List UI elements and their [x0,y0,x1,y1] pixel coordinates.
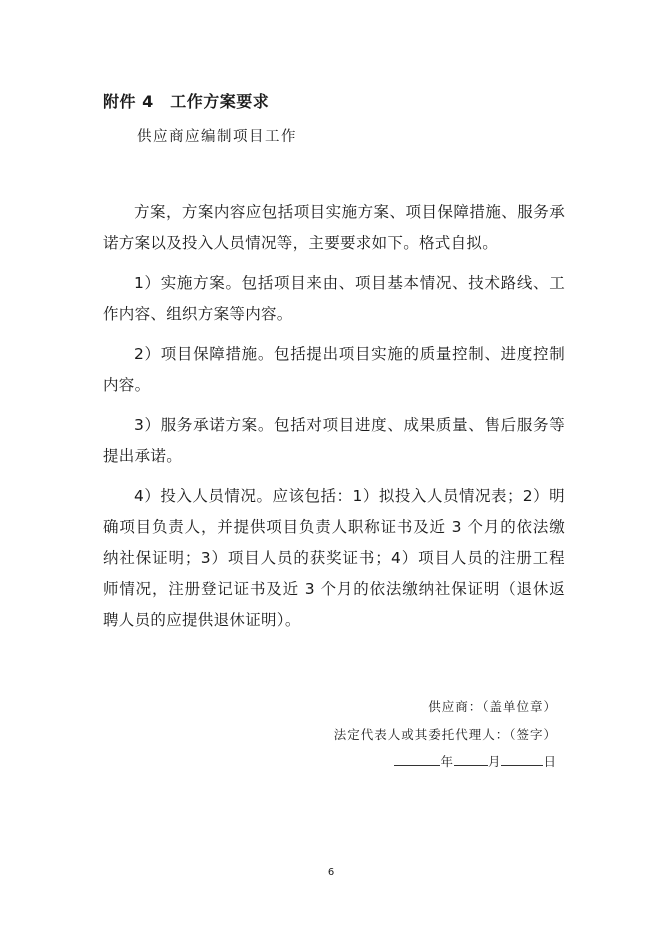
paragraph-safeguard-measures: 2）项目保障措施。包括提出项目实施的质量控制、进度控制内容。 [103,345,565,394]
page-number: 6 [327,867,335,878]
attachment-title: 附件 4 工作方案要求 [103,92,270,111]
month-blank [454,753,488,766]
paragraph-personnel: 4）投入人员情况。应该包括：1）拟投入人员情况表；2）明确项目负责人，并提供项目负责人职称证书及近 3 个月的依法缴纳社保证明；3）项目人员的获奖证书；4）项目人员的注册工程师情况，注册登记证书及近 3 个月的依法缴纳社保证明（退休返聘人员的应提供退休证明）。 [103,487,565,629]
paragraph-implementation-plan: 1）实施方案。包括项目来由、项目基本情况、技术路线、工作内容、组织方案等内容。 [103,274,565,323]
document-body [103,197,565,645]
day-blank [501,753,543,766]
month-label: 月 [487,754,502,769]
intro-line: 供应商应编制项目工作 [137,129,297,145]
day-label: 日 [543,754,557,769]
year-blank [394,753,440,766]
paragraph-intro: 方案，方案内容应包括项目实施方案、项目保障措施、服务承诺方案以及投入人员情况等，主要要求如下。格式自拟。 [103,203,565,252]
year-label: 年 [440,754,454,769]
representative-signature-line: 法定代表人或其委托代理人：（签字） [333,727,557,742]
paragraph-service-commitment: 3）服务承诺方案。包括对项目进度、成果质量、售后服务等提出承诺。 [103,416,565,465]
date-line [394,752,557,770]
supplier-seal-line: 供应商：（盖单位章） [428,699,557,714]
